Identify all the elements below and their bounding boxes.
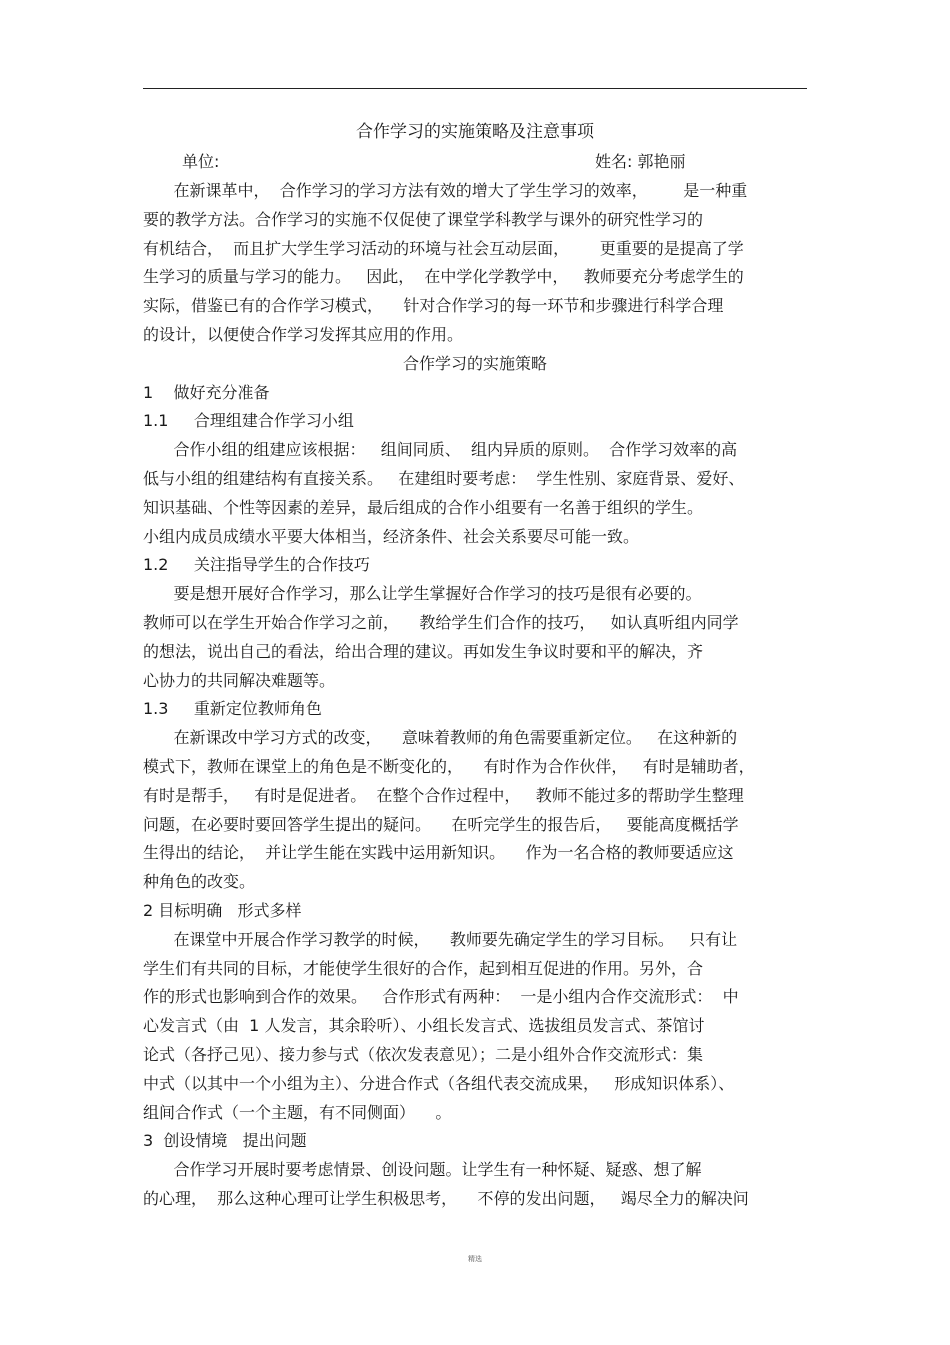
text-line: 组间合作式（一个主题，有不同侧面） 。 — [143, 1103, 452, 1122]
text-line: 种角色的改变。 — [143, 872, 256, 891]
text-line: 在课堂中开展合作学习教学的时候， 教师要先确定学生的学习目标。 只有让 — [143, 930, 738, 949]
text-line: 作的形式也影响到合作的效果。 合作形式有两种： 一是小组内合作交流形式： 中 — [143, 987, 739, 1006]
text-line: 小组内成员成绩水平要大体相当，经济条件、社会关系要尽可能一致。 — [143, 527, 640, 546]
text-line: 实际，借鉴已有的合作学习模式， 针对合作学习的每一环节和步骤进行科学合理 — [143, 296, 724, 315]
text-line: 中式（以其中一个小组为主）、分进合作式（各组代表交流成果， 形成知识体系）、 — [143, 1074, 735, 1093]
section-heading: 合作学习的实施策略 — [402, 354, 547, 373]
heading-3: 3 创设情境 提出问题 — [143, 1131, 307, 1150]
heading-1-2: 1.2 关注指导学生的合作技巧 — [143, 555, 370, 574]
text-line: 有机结合， 而且扩大学生学习活动的环境与社会互动层面， 更重要的是提高了学 — [143, 239, 744, 258]
text-line: 心发言式（由 1 人发言，其余聆听）、小组长发言式、选拔组员发言式、茶馆讨 — [143, 1016, 705, 1035]
text-line: 在新课革中， 合作学习的学习方法有效的增大了学生学习的效率， 是一种重 — [143, 181, 748, 200]
text-line: 合作小组的组建应该根据： 组间同质、 组内异质的原则。 合作学习效率的高 — [143, 440, 738, 459]
text-line: 教师可以在学生开始合作学习之前， 教给学生们合作的技巧， 如认真听组内同学 — [143, 613, 739, 632]
text-line: 心协力的共同解决难题等。 — [143, 671, 336, 690]
author-name: 姓名: 郭艳丽 — [595, 152, 686, 171]
text-line: 的设计，以便使合作学习发挥其应用的作用。 — [143, 325, 464, 344]
text-line: 生得出的结论， 并让学生能在实践中运用新知识。 作为一名合格的教师要适应这 — [143, 843, 734, 862]
text-line: 在新课改中学习方式的改变， 意味着教师的角色需要重新定位。 在这种新的 — [143, 728, 738, 747]
text-line: 模式下，教师在课堂上的角色是不断变化的， 有时作为合作伙伴， 有时是辅助者， — [143, 757, 755, 776]
text-line: 的想法，说出自己的看法，给出合理的建议。再如发生争议时要和平的解决，齐 — [143, 642, 704, 661]
header-rule — [143, 88, 807, 89]
text-line: 要的教学方法。合作学习的实施不仅促使了课堂学科教学与课外的研究性学习的 — [143, 210, 704, 229]
heading-1: 1 做好充分准备 — [143, 383, 270, 402]
text-line: 问题，在必要时要回答学生提出的疑问。 在听完学生的报告后， 要能高度概括学 — [143, 815, 739, 834]
document-title: 合作学习的实施策略及注意事项 — [356, 122, 594, 142]
heading-1-3: 1.3 重新定位教师角色 — [143, 699, 322, 718]
text-line: 要是想开展好合作学习，那么让学生掌握好合作学习的技巧是很有必要的。 — [143, 584, 702, 603]
text-line: 生学习的质量与学习的能力。 因此， 在中学化学教学中， 教师要充分考虑学生的 — [143, 267, 744, 286]
text-line: 有时是帮手， 有时是促进者。 在整个合作过程中， 教师不能过多的帮助学生整理 — [143, 786, 744, 805]
author-info-row — [143, 151, 807, 173]
text-line: 合作学习开展时要考虑情景、创设问题。让学生有一种怀疑、疑惑、想了解 — [143, 1160, 702, 1179]
heading-2: 2 目标明确 形式多样 — [143, 901, 302, 920]
text-line: 低与小组的组建结构有直接关系。 在建组时要考虑： 学生性别、家庭背景、爱好、 — [143, 469, 745, 488]
page-footer: 精选 — [468, 1255, 482, 1263]
text-line: 论式（各抒己见）、接力参与式（依次发表意见）；二是小组外合作交流形式：集 — [143, 1045, 704, 1064]
text-line: 知识基础、个性等因素的差异，最后组成的合作小组要有一名善于组织的学生。 — [143, 498, 704, 517]
heading-1-1: 1.1 合理组建合作学习小组 — [143, 411, 354, 430]
text-line: 的心理， 那么这种心理可让学生积极思考， 不停的发出问题， 竭尽全力的解决问 — [143, 1189, 749, 1208]
unit-label: 单位: — [182, 152, 220, 171]
text-line: 学生们有共同的目标，才能使学生很好的合作，起到相互促进的作用。另外，合 — [143, 959, 704, 978]
